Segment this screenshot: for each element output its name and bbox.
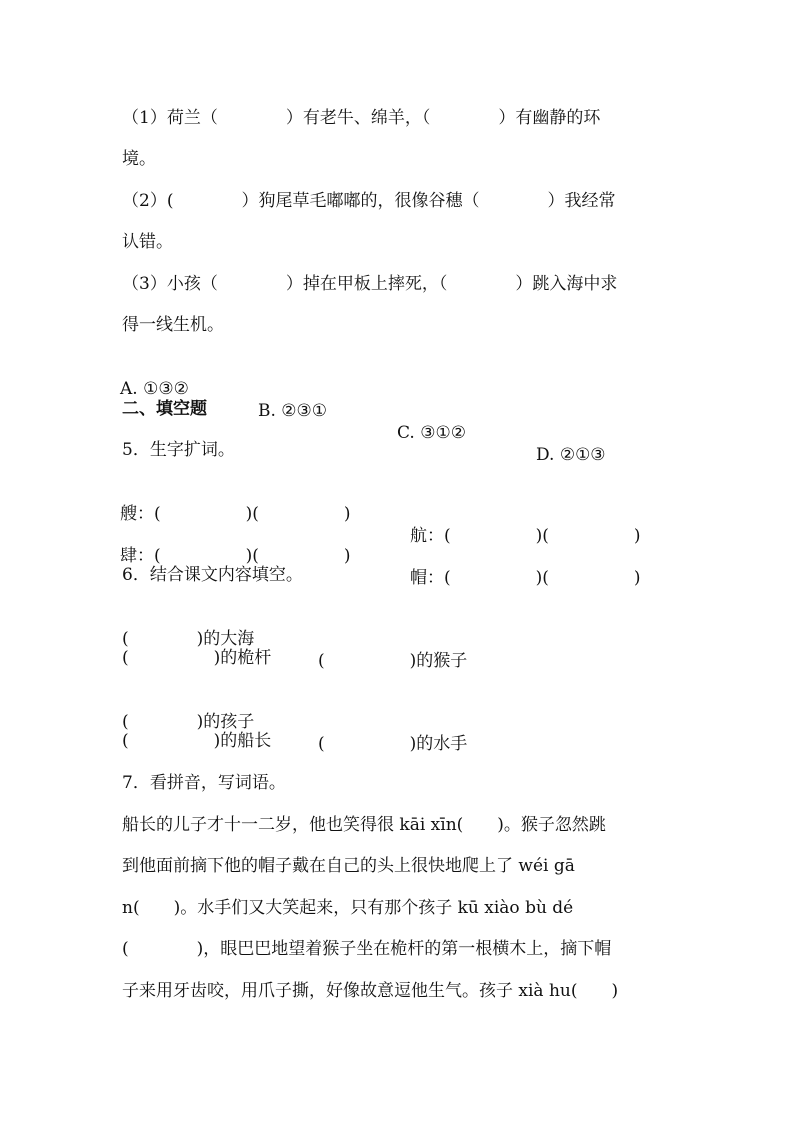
option-c: C. ③①② <box>397 423 466 443</box>
q5-hang-blanks: 航：( )( ) <box>410 526 641 546</box>
q6-mast-blank: ( )的桅杆 <box>122 648 272 668</box>
q7-line-1: 船长的儿子才十一二岁，他也笑得很 kāi xīn( )。猴子忽然跳 <box>122 815 606 835</box>
q5-sou-blanks: 艘：( )( ) <box>120 504 351 524</box>
q5-title: 5．生字扩词。 <box>122 440 235 460</box>
q7-line-4: ( )，眼巴巴地望着猴子坐在桅杆的第一根横木上，摘下帽 <box>122 939 612 959</box>
q7-title: 7．看拼音，写词语。 <box>122 773 286 793</box>
option-d: D. ②①③ <box>536 445 606 465</box>
q5-row-2 <box>0 523 794 611</box>
q4-item-2-line2: 认错。 <box>122 232 173 252</box>
q7-line-3: n( )。水手们又大笑起来，只有那个孩子 kū xiào bù dé <box>122 898 574 918</box>
q5-mao-blanks: 帽：( )( ) <box>410 568 641 588</box>
q4-item-1-line1: （1）荷兰（ ）有老牛、绵羊，（ ）有幽静的环 <box>122 108 601 128</box>
q6-monkey-blank: ( )的猴子 <box>318 651 468 671</box>
q6-title: 6．结合课文内容填空。 <box>122 565 303 585</box>
option-a: A. ①③② <box>120 379 189 399</box>
q6-row-1 <box>0 606 794 694</box>
q5-si-blanks: 肆：( )( ) <box>120 546 351 566</box>
q4-item-1-line2: 境。 <box>122 149 156 169</box>
section-2-title: 二、填空题 <box>122 399 207 419</box>
q7-line-2: 到他面前摘下他的帽子戴在自己的头上很快地爬上了 wéi gā <box>122 856 575 876</box>
q4-item-2-line1: （2）( ）狗尾草毛嘟嘟的，很像谷穗（ ）我经常 <box>122 191 616 211</box>
q6-captain-blank: ( )的船长 <box>122 731 272 751</box>
q4-options <box>0 356 794 488</box>
q6-child-blank: ( )的孩子 <box>122 712 255 732</box>
q7-line-5: 子来用牙齿咬，用爪子撕，好像故意逗他生气。孩子 xià hu( ) <box>122 981 619 1001</box>
q4-item-3-line1: （3）小孩（ ）掉在甲板上摔死，（ ）跳入海中求 <box>122 274 618 294</box>
q6-sea-blank: ( )的大海 <box>122 629 255 649</box>
q6-sailor-blank: ( )的水手 <box>318 734 468 754</box>
q6-row-3 <box>0 689 794 777</box>
option-b: B. ②③① <box>258 401 328 421</box>
q4-item-3-line2: 得一线生机。 <box>122 315 224 335</box>
